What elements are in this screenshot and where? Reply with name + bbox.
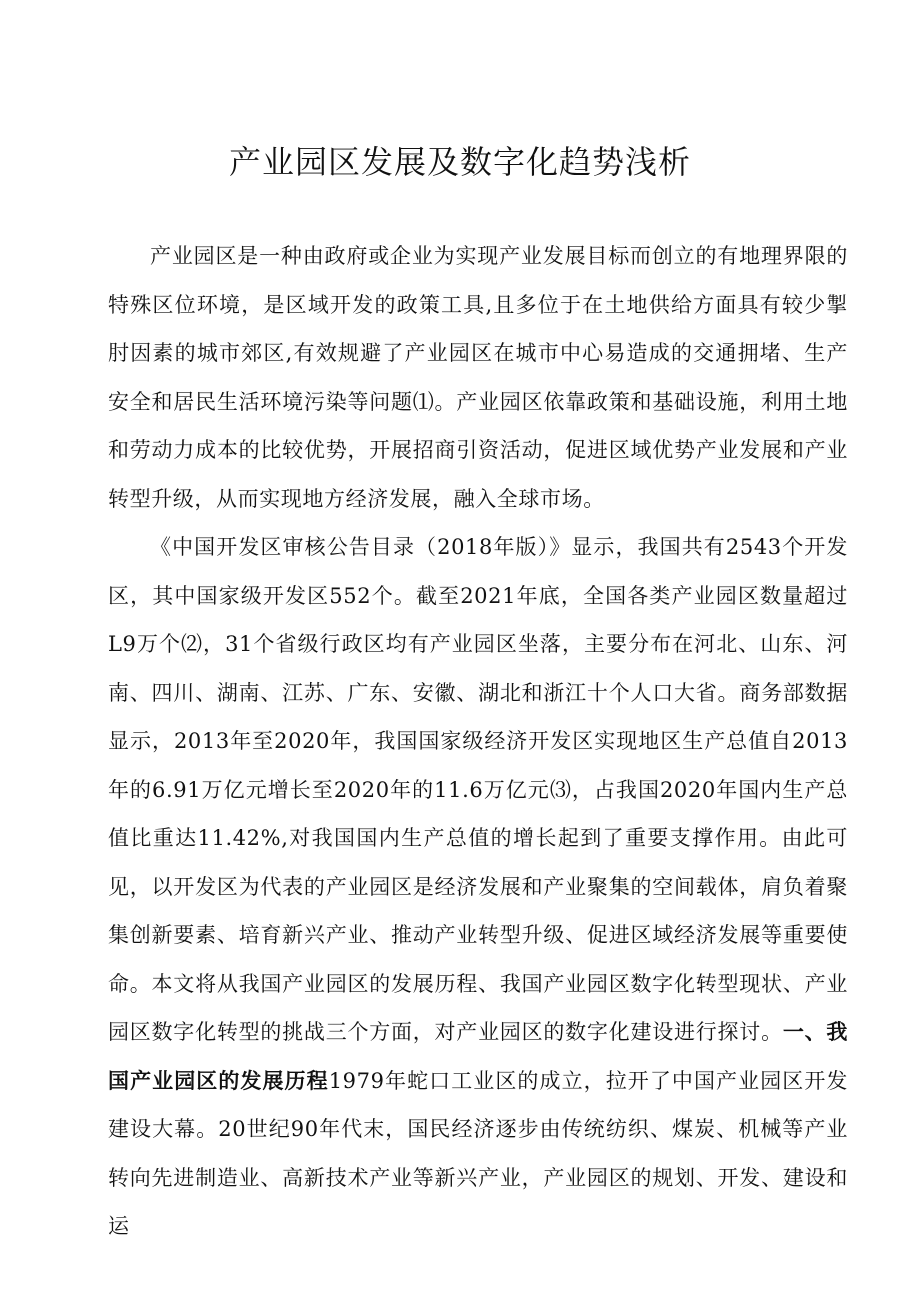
- paragraph-2-continuation: 1979年蛇口工业区的成立，拉开了中国产业园区开发建设大幕。20世纪90年代末，国民经济逐步由传统纺织、煤炭、机械等产业转向先进制造业、高新技术产业等新兴产业，产业园区的规划、开发、建设和运: [108, 1068, 848, 1238]
- paragraph-2: [108, 523, 848, 1251]
- section-heading: 一、我国产业园区的发展历程: [108, 1019, 848, 1093]
- document-body: [108, 232, 848, 1251]
- paragraph-2-text: 《中国开发区审核公告目录（2018年版）》显示，我国共有2543个开发区，其中国家级开发区552个。截至2021年底，全国各类产业园区数量超过L9万个⑵，31个省级行政区均有产业园区坐落，主要分布在河北、山东、河南、四川、湖南、江苏、广东、安徽、湖北和浙江十个人口大省。商务部数据显示，2013年至2020年，我国国家级经济开发区实现地区生产总值自2013年的6.91万亿元增长至2020年的11.6万亿元⑶，占我国2020年国内生产总值比重达11.42%,对我国国内生产总值的增长起到了重要支撑作用。由此可见，以开发区为代表的产业园区是经济发展和产业聚集的空间载体，肩负着聚集创新要素、培育新兴产业、推动产业转型升级、促进区域经济发展等重要使命。本文将从我国产业园区的发展历程、我国产业园区数字化转型现状、产业园区数字化转型的挑战三个方面，对产业园区的数字化建设进行探讨。: [108, 535, 848, 1044]
- document-title: 产业园区发展及数字化趋势浅析: [228, 143, 691, 181]
- paragraph-1: 产业园区是一种由政府或企业为实现产业发展目标而创立的有地理界限的特殊区位环境，是区域开发的政策工具,且多位于在土地供给方面具有较少掣肘因素的城市郊区,有效规避了产业园区在城市中心易造成的交通拥堵、生产安全和居民生活环境污染等问题⑴。产业园区依靠政策和基础设施，利用土地和劳动力成本的比较优势，开展招商引资活动，促进区域优势产业发展和产业转型升级，从而实现地方经济发展，融入全球市场。: [108, 244, 848, 511]
